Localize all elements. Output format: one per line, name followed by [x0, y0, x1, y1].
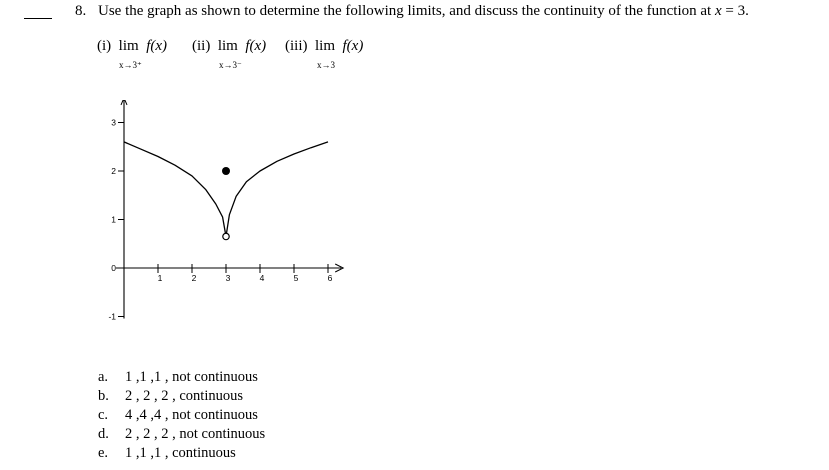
- x-tick-label: 5: [293, 273, 299, 283]
- limit-item-3: [285, 38, 364, 70]
- limit-label: (i): [97, 38, 112, 54]
- limit-item-1: [97, 38, 168, 70]
- limit-function: f(x): [245, 38, 267, 54]
- limit-label: (ii): [192, 38, 211, 54]
- curves: [124, 142, 328, 237]
- open-point: [223, 233, 229, 239]
- limit-lim: lim: [118, 38, 139, 54]
- choice-letter: e.: [98, 445, 109, 461]
- x-tick-label: 4: [259, 273, 265, 283]
- limit-function: f(x): [342, 38, 364, 54]
- y-tick-label: 0: [111, 263, 116, 273]
- limit-lim: lim: [217, 38, 238, 54]
- x-tick-label: 1: [157, 273, 163, 283]
- y-tick-label: 2: [111, 166, 116, 176]
- filled-point: [222, 167, 230, 175]
- curve-branch-1: [124, 142, 226, 237]
- limit-lim: lim: [315, 38, 336, 54]
- answer-blank-line: [24, 18, 52, 19]
- choice-letter: b.: [98, 388, 109, 404]
- limit-subscript: x→3⁻: [219, 60, 242, 70]
- choice-letter: c.: [98, 407, 109, 423]
- question-text-end: = 3.: [721, 3, 749, 19]
- choice-text: 4 ,4 ,4 , not continuous: [125, 407, 258, 423]
- question-text: [98, 3, 749, 20]
- choice-c[interactable]: [98, 406, 265, 425]
- choice-d[interactable]: [98, 425, 265, 444]
- choice-a[interactable]: [98, 368, 265, 387]
- y-tick-label: 3: [111, 117, 116, 128]
- choice-letter: d.: [98, 426, 109, 442]
- choice-text: 1 ,1 ,1 , continuous: [125, 445, 236, 461]
- question-number: 8.: [75, 3, 87, 19]
- choice-text: 2 , 2 , 2 , continuous: [125, 388, 244, 404]
- limit-function: f(x): [146, 38, 168, 54]
- choice-text: 2 , 2 , 2 , not continuous: [125, 426, 266, 442]
- axes: [116, 100, 343, 319]
- function-graph: [100, 100, 360, 340]
- x-tick-label: 2: [191, 273, 197, 283]
- y-tick-label: -1: [108, 311, 116, 322]
- choice-b[interactable]: [98, 387, 265, 406]
- tick-marks: [108, 118, 332, 322]
- choice-text: 1 ,1 ,1 , not continuous: [125, 369, 258, 385]
- question-variable: x: [714, 3, 722, 19]
- choice-e[interactable]: [98, 444, 265, 463]
- choice-letter: a.: [98, 369, 109, 385]
- curve-branch-2: [226, 142, 328, 237]
- x-tick-label: 3: [225, 273, 231, 283]
- limit-subscript: x→3: [317, 60, 335, 70]
- points: [222, 167, 230, 240]
- y-tick-label: 1: [111, 214, 116, 225]
- limit-subscript: x→3⁺: [119, 60, 142, 70]
- question-text-main: Use the graph as shown to determine the following limits, and discuss the continuity of the function at: [98, 3, 715, 19]
- limit-label: (iii): [285, 38, 308, 54]
- answer-choices: [98, 368, 265, 463]
- x-tick-label: 6: [327, 273, 333, 283]
- limit-item-2: [192, 38, 267, 70]
